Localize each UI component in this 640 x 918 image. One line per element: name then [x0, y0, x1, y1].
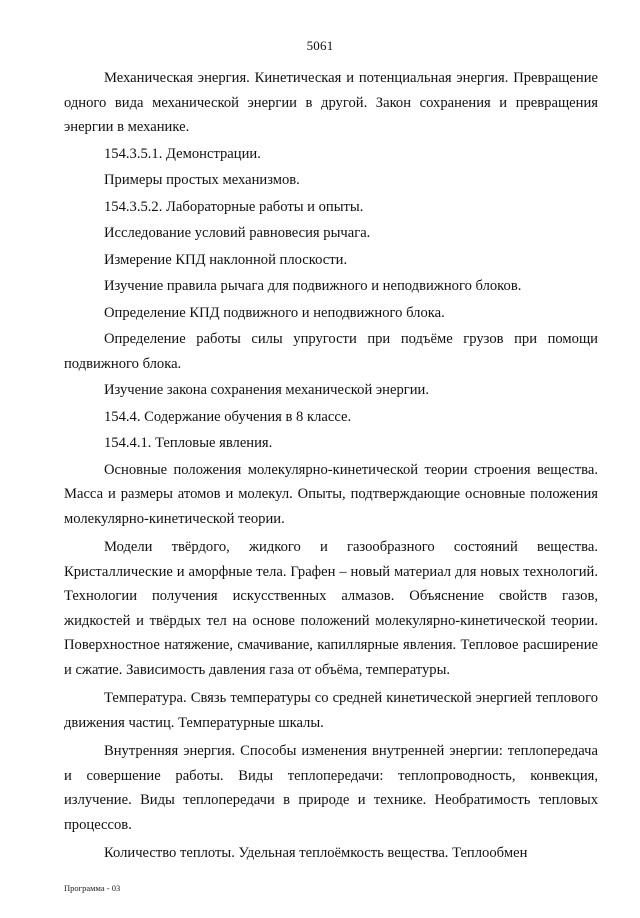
document-body	[64, 66, 598, 868]
paragraph: Примеры простых механизмов.	[104, 172, 300, 188]
paragraph: 154.4.1. Тепловые явления.	[104, 435, 273, 451]
paragraph: Исследование условий равновесия рычага.	[104, 225, 371, 241]
paragraph: Определение работы силы упругости при подъёме грузов при помощи подвижного блока.	[64, 331, 598, 372]
paragraph: Внутренняя энергия. Способы изменения внутренней энергии: теплопередача и совершение работы. Виды теплопередачи: теплопроводность, конвекция, излучение. Виды теплопередачи в природе и технике. Необратимость тепловых процессов.	[64, 743, 598, 833]
paragraph: Измерение КПД наклонной плоскости.	[104, 251, 348, 268]
paragraph: 154.4. Содержание обучения в 8 классе.	[104, 408, 352, 425]
paragraph: 154.3.5.1. Демонстрации.	[104, 145, 261, 162]
paragraph: 154.3.5.2. Лабораторные работы и опыты.	[104, 198, 364, 215]
paragraph: Определение КПД подвижного и неподвижного блока.	[104, 304, 445, 321]
paragraph: Температура. Связь температуры со средней кинетической энергией теплового движения частиц. Температурные шкалы.	[64, 690, 598, 731]
page-number: 5061	[306, 38, 334, 53]
footer-label: Программа - 03	[64, 883, 121, 893]
paragraph: Изучение правила рычага для подвижного и неподвижного блоков.	[104, 278, 522, 294]
paragraph: Основные положения молекулярно-кинетической теории строения вещества. Масса и размеры атомов и молекул. Опыты, подтверждающие основные положения молекулярно-кинетической теории.	[64, 461, 598, 527]
paragraph: Модели твёрдого, жидкого и газообразного состояний вещества. Кристаллические и аморфные тела. Графен – новый материал для новых технологий. Технологии получения искусственных алмазов. Объяснение свойств газов, жидкостей и твёрдых тел на основе положений молекулярно-кинетической теории. Поверхностное натяжение, смачивание, капиллярные явления. Тепловое расширение и сжатие. Зависимость давления газа от объёма, температуры.	[64, 539, 598, 678]
paragraph: Изучение закона сохранения механической энергии.	[104, 382, 430, 398]
paragraph: Механическая энергия. Кинетическая и потенциальная энергия. Превращение одного вида механической энергии в другой. Закон сохранения и превращения энергии в механике.	[64, 70, 598, 135]
paragraph: Количество теплоты. Удельная теплоёмкость вещества. Теплообмен	[104, 845, 528, 861]
